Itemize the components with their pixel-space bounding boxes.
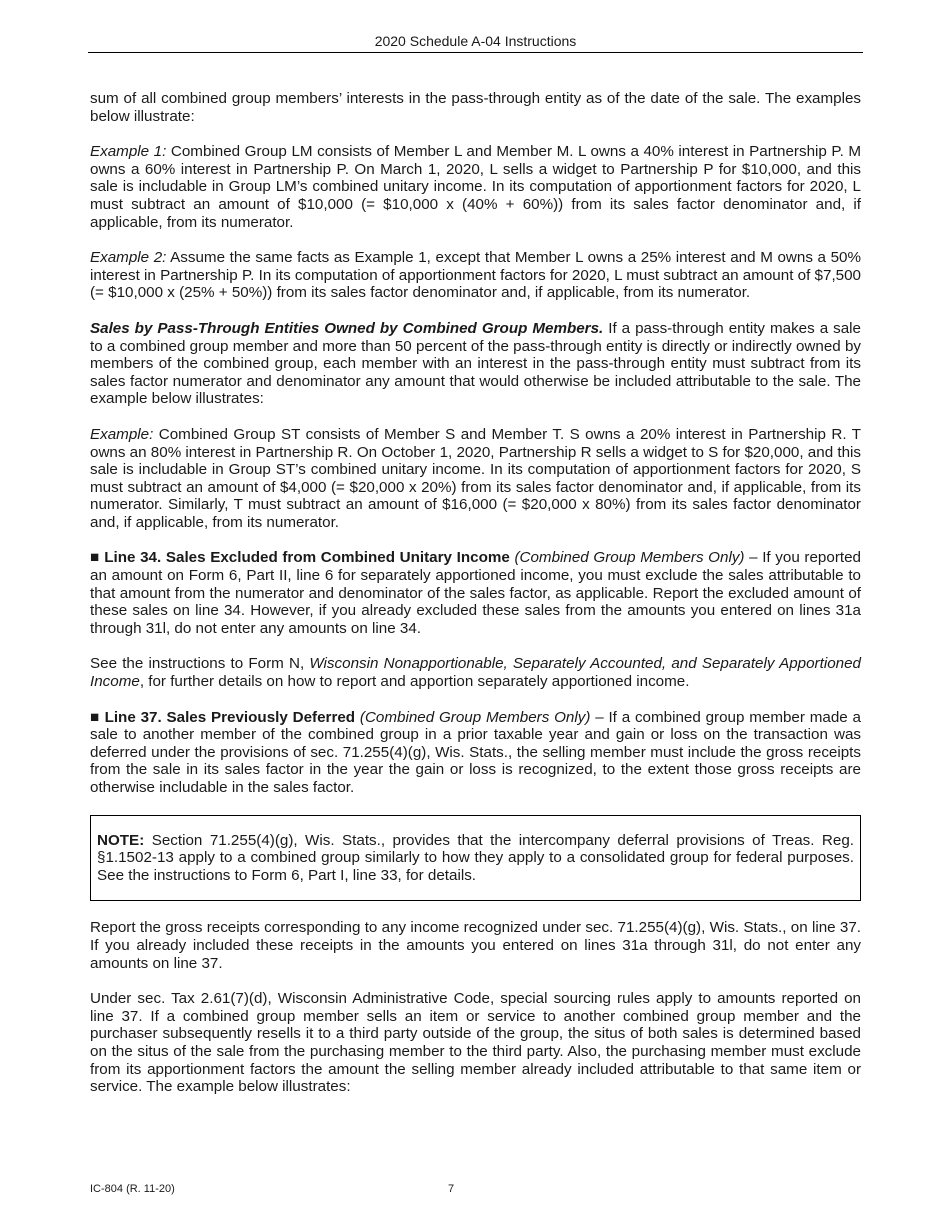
intro-text: sum of all combined group members’ interests in the pass-through entity as of the date of the sale. The examples below illustrate: bbox=[90, 90, 861, 125]
example-st-paragraph bbox=[90, 426, 861, 532]
example-2-paragraph bbox=[90, 249, 861, 302]
document-body bbox=[90, 90, 861, 1114]
footer-page-number: 7 bbox=[448, 1183, 455, 1195]
note-paragraph bbox=[97, 832, 854, 885]
line-37-bullet: ■ bbox=[90, 708, 105, 726]
line-37-paragraph bbox=[90, 709, 861, 797]
line-34-text: – If you reported an amount on Form 6, Part II, line 6 for separately apportioned income, you must exclude the sales attributable to that amount from the numerator and denominator of the sales factor, as applicable. Report the excluded amount of these sales on line 34. However, if you already excluded these sales from the amounts you entered on lines 31a through 31l, do not enter any amounts on line 34. bbox=[90, 549, 861, 637]
line-37-qualifier: (Combined Group Members Only) bbox=[355, 708, 591, 726]
example-2-text: Assume the same facts as Example 1, except that Member L owns a 25% interest and M owns a 50% interest in Partnership P. In its computation of apportionment factors for 2020, L must subtract an amount of $7,500 (= $10,000 x (25% + 50%)) from its sales factor denominator and, if applicable, from its numerator. bbox=[90, 249, 861, 302]
example-1-label: Example 1: bbox=[90, 143, 167, 161]
page-header-title: 2020 Schedule A-04 Instructions bbox=[374, 33, 577, 49]
line-34-paragraph bbox=[90, 549, 861, 637]
line-34-qualifier: (Combined Group Members Only) bbox=[509, 549, 745, 567]
example-2-label: Example 2: bbox=[90, 249, 167, 267]
form-n-before: See the instructions to Form N, bbox=[90, 655, 310, 673]
pass-through-sales-heading: Sales by Pass-Through Entities Owned by Combined Group Members. bbox=[90, 319, 604, 337]
note-box bbox=[90, 815, 861, 902]
pass-through-sales-text: If a pass-through entity makes a sale to a combined group member and more than 50 percent of the pass-through entity is directly or indirectly owned by members of the combined group, each member with an interest in the pass-through entity must subtract from its sales factor numerator and denominator any amount that would otherwise be included attributable to the sale. The example below illustrates: bbox=[90, 319, 861, 408]
note-text: Section 71.255(4)(g), Wis. Stats., provides that the intercompany deferral provisions of Treas. Reg. §1.1502-13 apply to a combined group similarly to how they apply to a consolidated group for federal purposes. See the instructions to Form 6, Part I, line 33, for details. bbox=[97, 831, 854, 884]
example-1-paragraph bbox=[90, 143, 861, 231]
line-37-heading: Line 37. Sales Previously Deferred bbox=[104, 708, 356, 726]
form-n-reference-paragraph bbox=[90, 655, 861, 690]
tax-code-paragraph bbox=[90, 990, 861, 1096]
tax-code-text: Under sec. Tax 2.61(7)(d), Wisconsin Administrative Code, special sourcing rules apply to amounts reported on line 37. If a combined group member sells an item or service to another combined group member and the purchaser subsequently resells it to a third party outside of the group, the situs of both sales is determined based on the situs of the sale from the purchasing member to the third party. Also, the purchasing member must exclude from its apportionment factors the amount the selling member already included attributable to that same item or service. The example below illustrates: bbox=[90, 990, 861, 1096]
example-1-text: Combined Group LM consists of Member L and Member M. L owns a 40% interest in Partnership P. M owns a 60% interest in Partnership P. On March 1, 2020, L sells a widget to Partnership P for $10,000, and this sale is includable in Group LM’s combined unitary income. In its computation of apportionment factors for 2020, L must subtract an amount of $10,000 (= $10,000 x (40% + 60%)) from its sales factor denominator and, if applicable, from its numerator. bbox=[90, 143, 861, 231]
line-34-heading: Line 34. Sales Excluded from Combined Unitary Income bbox=[104, 549, 510, 567]
form-n-title: Wisconsin Nonapportionable, Separately Accounted, and Separately Apportioned Income bbox=[90, 655, 861, 691]
pass-through-sales-paragraph bbox=[90, 320, 861, 408]
example-st-text: Combined Group ST consists of Member S and Member T. S owns a 20% interest in Partnership R. T owns an 80% interest in Partnership R. On October 1, 2020, Partnership R sells a widget to S for $20,000, and this sale is includable in Group ST’s combined unitary income. In its computation of apportionment factors for 2020, S must subtract an amount of $4,000 (= $20,000 x 20%) from its sales factor denominator and, if applicable, from its numerator. Similarly, T must subtract an amount of $16,000 (= $20,000 x 80%) from its sales factor denominator and, if applicable, from its numerator. bbox=[90, 425, 861, 531]
report-gross-receipts-paragraph bbox=[90, 919, 861, 972]
intro-paragraph bbox=[90, 90, 861, 125]
page-header bbox=[88, 32, 863, 53]
line-34-bullet: ■ bbox=[90, 549, 105, 567]
form-n-after: , for further details on how to report and apportion separately apportioned income. bbox=[139, 673, 690, 691]
report-gross-receipts-text: Report the gross receipts corresponding to any income recognized under sec. 71.255(4)(g), Wis. Stats., on line 37. If you already included these receipts in the amounts you entered on lines 31a through 31l, do not enter any amounts on line 37. bbox=[90, 919, 861, 972]
note-label: NOTE: bbox=[97, 831, 145, 849]
footer-form-id: IC-804 (R. 11-20) bbox=[90, 1183, 175, 1195]
example-st-label: Example: bbox=[90, 425, 154, 443]
line-37-text: – If a combined group member made a sale to another member of the combined group in a prior taxable year and gain or loss on the transaction was deferred under the provisions of sec. 71.255(4)(g), Wis. Stats., the selling member must include the gross receipts from the sale in its sales factor in the year the gain or loss is recognized, to the extent those gross receipts are otherwise includable in the sales factor. bbox=[90, 708, 861, 796]
